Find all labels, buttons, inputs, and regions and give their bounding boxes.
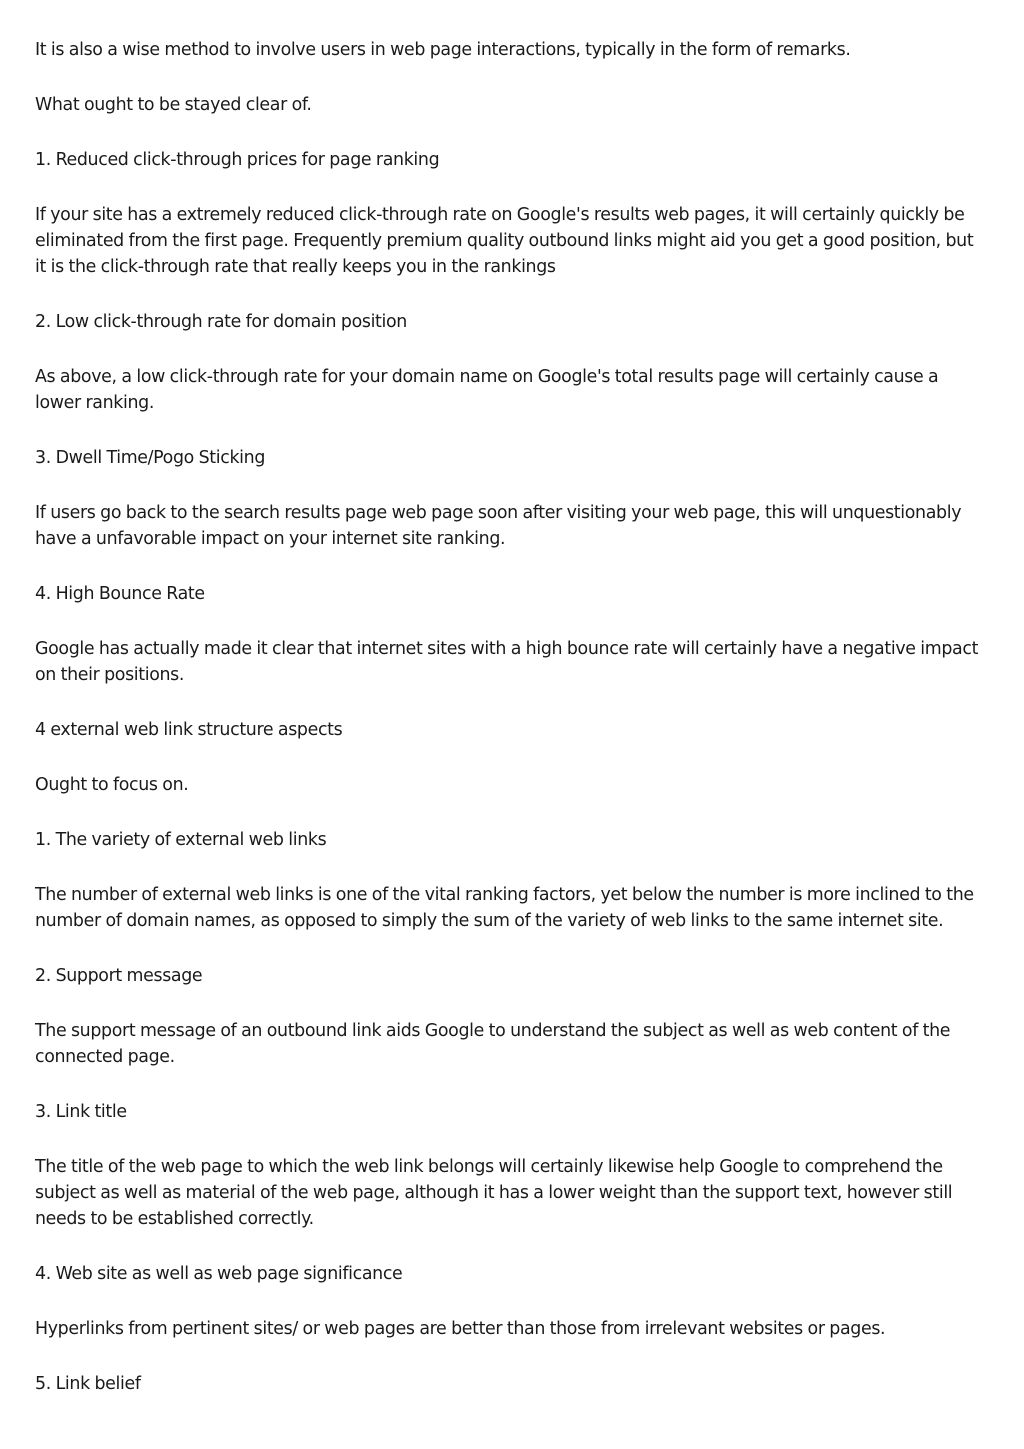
body-paragraph-support-message: The support message of an outbound link aids Google to understand the subject as well as web content of the connected page. [35,1021,951,1067]
body-paragraph-reduced-ctr-page: If your site has a extremely reduced click-through rate on Google's results web pages, it will certainly quickly be eliminated from the first page. Frequently premium quality outbound links might aid you get a good position, but it is the click-through rate that really keeps you in the rankings [35,205,974,277]
item-heading-support-message: 2. Support message [35,966,203,986]
item-heading-reduced-ctr-page: 1. Reduced click-through prices for page ranking [35,150,440,170]
item-heading-link-belief: 5. Link belief [35,1374,141,1394]
body-paragraph-bounce-rate: Google has actually made it clear that internet sites with a high bounce rate will certainly have a negative impact on their positions. [35,639,979,685]
body-paragraph-low-ctr-domain: As above, a low click-through rate for your domain name on Google's total results page will certainly cause a lower ranking. [35,367,939,413]
body-paragraph-link-title: The title of the web page to which the web link belongs will certainly likewise help Google to comprehend the subject as well as material of the web page, although it has a lower weight than the support text, however still needs to be established correctly. [35,1157,953,1229]
body-paragraph-link-variety: The number of external web links is one of the vital ranking factors, yet below the number is more inclined to the number of domain names, as opposed to simply the sum of the variety of web links to the same internet site. [35,885,974,931]
item-heading-bounce-rate: 4. High Bounce Rate [35,584,205,604]
section-heading-external-links: 4 external web link structure aspects [35,720,343,740]
item-heading-low-ctr-domain: 2. Low click-through rate for domain position [35,312,407,332]
section-heading-avoid: What ought to be stayed clear of. [35,95,312,115]
body-paragraph-dwell-time: If users go back to the search results page web page soon after visiting your web page, this will unquestionably have a unfavorable impact on your internet site ranking. [35,503,962,549]
intro-paragraph: It is also a wise method to involve users in web page interactions, typically in the form of remarks. [35,40,851,60]
item-heading-dwell-time: 3. Dwell Time/Pogo Sticking [35,448,266,468]
section-subheading-focus: Ought to focus on. [35,775,189,795]
item-heading-link-variety: 1. The variety of external web links [35,830,327,850]
body-paragraph-significance: Hyperlinks from pertinent sites/ or web pages are better than those from irrelevant websites or pages. [35,1319,886,1339]
item-heading-link-title: 3. Link title [35,1102,127,1122]
item-heading-significance: 4. Web site as well as web page significance [35,1264,403,1284]
